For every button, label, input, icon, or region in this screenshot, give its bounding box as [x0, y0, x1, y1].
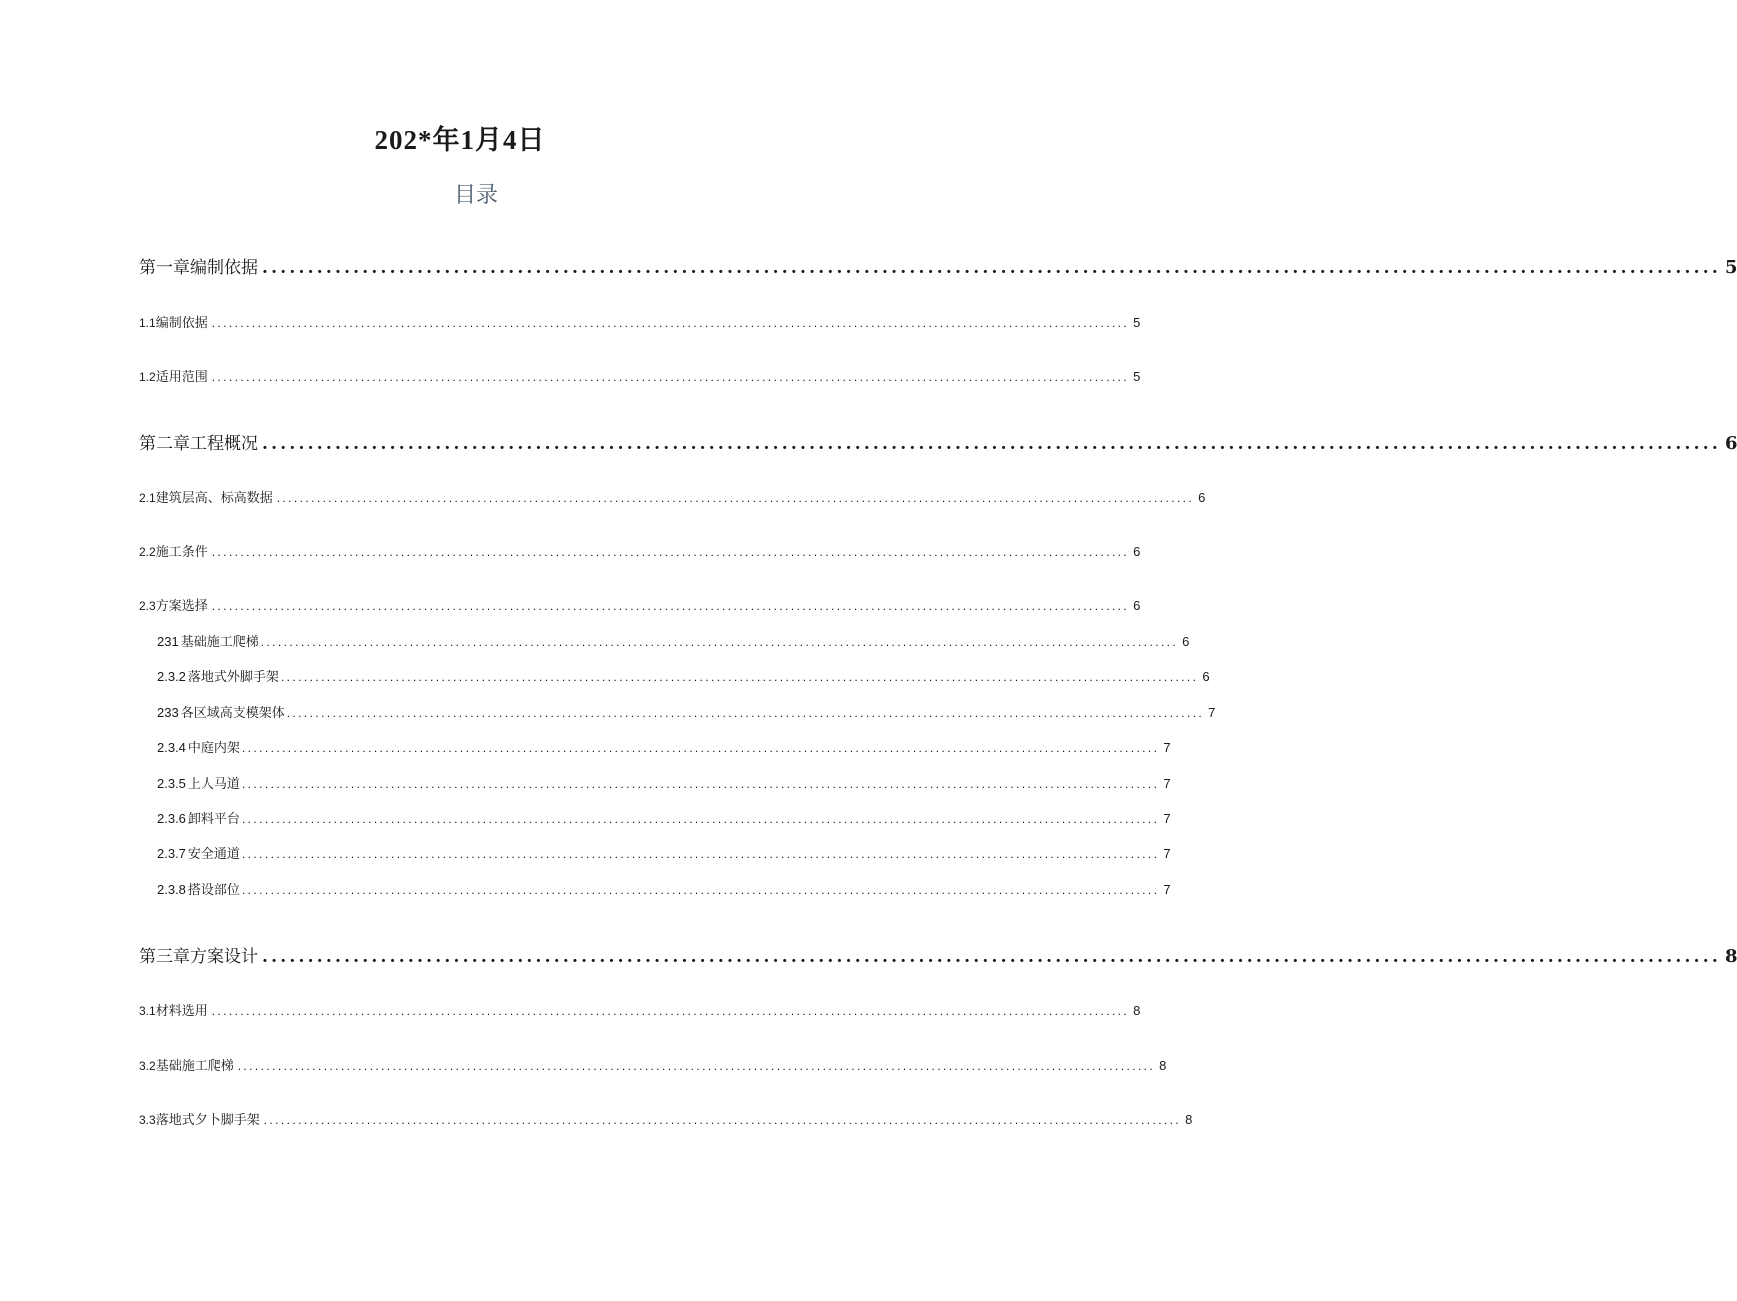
toc-entry-chapter[interactable]	[139, 429, 1737, 454]
toc-dot-leader: ................................................................................................................................................................	[262, 947, 1721, 967]
toc-title: 目录	[453, 183, 498, 208]
toc-entry-label: 上人马道	[187, 777, 240, 792]
toc-entry-sub[interactable]	[157, 631, 1190, 650]
toc-entry-number: 3.2	[139, 1059, 156, 1073]
toc-entry-number: 1.1	[139, 316, 156, 330]
toc-entry-section[interactable]	[139, 312, 1141, 331]
toc-entry-page-number: 7	[1163, 811, 1171, 826]
toc-entry-label: 第一章编制依据	[139, 258, 258, 278]
toc-entry-section[interactable]	[139, 541, 1141, 560]
toc-entry-label: 材料选用	[155, 1004, 208, 1019]
toc-entry-label: 安全通道	[187, 847, 240, 862]
toc-entry-section[interactable]	[139, 366, 1141, 385]
toc-entry-sub[interactable]	[157, 666, 1210, 685]
toc-entry-label: 建筑层高、标高数据	[155, 491, 273, 506]
toc-entry-page-number: 8	[1133, 1003, 1141, 1018]
toc-entry-page-number: 6	[1133, 544, 1141, 559]
toc-entry-page-number: 7	[1163, 776, 1171, 791]
toc-dot-leader: ................................................................................................................................................................	[286, 706, 1205, 720]
toc-entry-label: 卸料平台	[187, 812, 240, 827]
toc-entry-page-number: 5	[1133, 315, 1141, 330]
toc-dot-leader: ................................................................................................................................................................	[241, 741, 1160, 755]
toc-entry-page-number: 6	[1133, 598, 1141, 613]
toc-dot-leader: ................................................................................................................................................................	[262, 434, 1721, 454]
toc-entry-section[interactable]	[139, 1000, 1141, 1019]
toc-entry-page-number: 6	[1202, 669, 1210, 684]
toc-entry-number: 2.3.5	[157, 776, 186, 791]
toc-entry-number: 3.3	[139, 1113, 156, 1127]
toc-dot-leader: ................................................................................................................................................................	[276, 491, 1195, 505]
toc-entry-number: 233	[157, 705, 179, 720]
toc-entry-label: 基础施工爬梯	[155, 1059, 234, 1074]
toc-entry-page-number: 7	[1163, 846, 1171, 861]
toc-entry-label: 落地式外脚手架	[187, 670, 279, 685]
toc-dot-leader: ................................................................................................................................................................	[263, 1113, 1182, 1127]
toc-entry-number: 2.3	[139, 599, 156, 613]
toc-entry-page-number: 5	[1133, 369, 1141, 384]
toc-entry-label: 落地式夕卜脚手架	[155, 1113, 260, 1128]
toc-dot-leader: ................................................................................................................................................................	[211, 599, 1130, 613]
toc-entry-page-number: 5	[1724, 257, 1737, 278]
toc-entry-sub[interactable]	[157, 843, 1171, 862]
toc-dot-leader: ................................................................................................................................................................	[237, 1059, 1156, 1073]
toc-entry-sub[interactable]	[157, 879, 1171, 898]
toc-entry-section[interactable]	[139, 487, 1206, 506]
toc-entry-page-number: 7	[1163, 882, 1171, 897]
toc-entry-number: 2.1	[139, 491, 156, 505]
toc-entry-label: 中庭内架	[187, 741, 240, 756]
toc-entry-page-number: 8	[1724, 946, 1737, 967]
toc-entry-page-number: 6	[1182, 634, 1190, 649]
toc-entry-number: 2.3.2	[157, 669, 186, 684]
toc-entry-label: 编制依据	[155, 316, 208, 331]
toc-entry-page-number: 7	[1163, 740, 1171, 755]
toc-entry-number: 2.3.6	[157, 811, 186, 826]
toc-dot-leader: ................................................................................................................................................................	[241, 777, 1160, 791]
toc-entry-label: 基础施工爬梯	[180, 635, 259, 650]
toc-entry-label: 适用范围	[155, 370, 208, 385]
toc-entry-number: 231	[157, 634, 179, 649]
toc-entry-page-number: 7	[1208, 705, 1216, 720]
toc-entry-number: 1.2	[139, 370, 156, 384]
toc-entry-number: 2.3.7	[157, 846, 186, 861]
toc-entry-sub[interactable]	[157, 808, 1171, 827]
toc-dot-leader: ................................................................................................................................................................	[211, 316, 1130, 330]
toc-entry-sub[interactable]	[157, 702, 1216, 721]
toc-entry-chapter[interactable]	[139, 253, 1737, 278]
toc-entry-sub[interactable]	[157, 737, 1171, 756]
toc-dot-leader: ................................................................................................................................................................	[211, 1004, 1130, 1018]
toc-entry-page-number: 8	[1159, 1058, 1167, 1073]
toc-entry-section[interactable]	[139, 595, 1141, 614]
toc-entry-page-number: 6	[1198, 490, 1206, 505]
toc-entry-number: 2.3.8	[157, 882, 186, 897]
toc-entry-page-number: 8	[1185, 1112, 1193, 1127]
toc-entry-label: 方案选择	[155, 599, 208, 614]
toc-dot-leader: ................................................................................................................................................................	[241, 883, 1160, 897]
document-date: 202*年1月4日	[374, 125, 546, 155]
toc-dot-leader: ................................................................................................................................................................	[280, 670, 1199, 684]
toc-entry-page-number: 6	[1724, 433, 1737, 454]
toc-entry-label: 第三章方案设计	[139, 947, 258, 967]
toc-entry-section[interactable]	[139, 1109, 1193, 1128]
toc-entry-label: 各区域高支模架体	[180, 706, 285, 721]
toc-entry-number: 3.1	[139, 1004, 156, 1018]
toc-entry-label: 搭设部位	[187, 883, 240, 898]
toc-entry-sub[interactable]	[157, 773, 1171, 792]
toc-entry-number: 2.2	[139, 545, 156, 559]
toc-entry-number: 2.3.4	[157, 740, 186, 755]
toc-dot-leader: ................................................................................................................................................................	[241, 847, 1160, 861]
toc-dot-leader: ................................................................................................................................................................	[262, 258, 1721, 278]
toc-entry-label: 第二章工程概况	[139, 434, 258, 454]
toc-entry-label: 施工条件	[155, 545, 208, 560]
toc-dot-leader: ................................................................................................................................................................	[211, 545, 1130, 559]
toc-entry-chapter[interactable]	[139, 942, 1737, 967]
toc-dot-leader: ................................................................................................................................................................	[241, 812, 1160, 826]
toc-dot-leader: ................................................................................................................................................................	[211, 370, 1130, 384]
toc-entry-section[interactable]	[139, 1055, 1167, 1074]
toc-dot-leader: ................................................................................................................................................................	[260, 635, 1179, 649]
